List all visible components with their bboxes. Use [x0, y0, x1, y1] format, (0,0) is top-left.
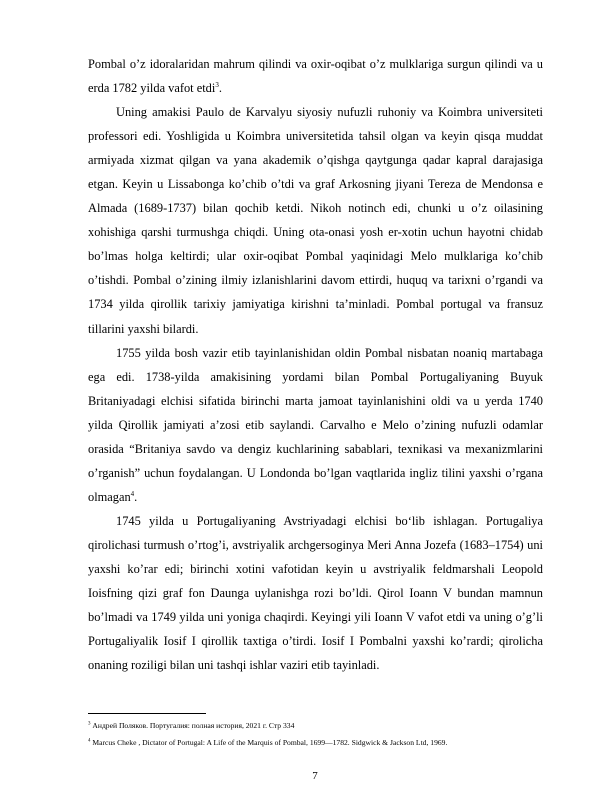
- footnote-ref-4[interactable]: 4: [130, 489, 135, 498]
- footnote-ref-3[interactable]: 3: [215, 80, 219, 89]
- footnote-4: $^4$ Marcus Cheke , Dictator of Portugal: A Life of the Marquis of Pombal, 1699—1782. Sidgwick & Jackson Ltd, 1969.: [88, 738, 448, 747]
- body-text: [88, 52, 543, 677]
- footnote-separator: [88, 713, 206, 714]
- paragraph-1: Pombal o’z idoralaridan mahrum qilindi va oxir-oqibat o’z mulklariga surgun qilindi va u erda 1782 yilda vafot etdi$^3$.: [88, 57, 543, 96]
- paragraph-4: 1745 yilda u Portugaliyaning Avstriyadagi elchisi bo‘lib ishlagan. Portugaliya qirolichasi turmush o’rtog’i, avstriyalik archgersoginya Meri Anna Jozefa (1683–1754) uni yaxshi ko’rar edi; birinchi xotini vafotidan keyin u avstriyalik feldmarshali Leopold Ioisfning qizi graf fon Daunga uylanishga rozi bo’ldi. Qirol Ioann V bundan mamnun bo’lmadi va 1749 yilda uni yoniga chaqirdi. Keyingi yili Ioann V vafot etdi va uning o’g’li Portugaliyalik Iosif I qirollik taxtiga o’tirdi. Iosif I Pombalni yaxshi ko’rardi; qirolicha onaning roziligi bilan uni tashqi ishlar vaziri etib tayinladi.: [88, 513, 543, 673]
- footnotes: [88, 717, 558, 751]
- paragraph-2: Uning amakisi Paulo de Karvalyu siyosiy nufuzli ruhoniy va Koimbra universiteti professori edi. Yoshligida u Koimbra universitetida tahsil olgan va keyin qisqa muddat armiyada xizmat qilgan va yana akademik o’qishga qaytgunga qadar kapral darajasiga etgan. Keyin u Lissabonga ko’chib o’tdi va graf Arkosning jiyani Tereza de Mendonsa e Almada (1689-1737) bilan qochib ketdi. Nikoh notinch edi, chunki u o’z oilasining xohishiga qarshi turmushga chiqdi. Uning ota-onasi yosh er-xotin uchun hayotni chidab bo’lmas holga keltirdi; ular oxir-oqibat Pombal yaqinidagi Melo mulklariga ko’chib o’tishdi. Pombal o’zining ilmiy izlanishlarini davom ettirdi, huquq va tarixni o’rgandi va 1734 yilda qirollik tarixiy jamiyatiga kirishni ta’minladi. Pombal portugal va fransuz tillarini yaxshi bilardi.: [88, 105, 543, 336]
- page-number: 7: [312, 770, 318, 782]
- footnote-3: $^3$ Андрей Поляков. Португалия: полная история, 2021 г. Стр 334: [88, 721, 295, 730]
- paragraph-3: 1755 yilda bosh vazir etib tayinlanishidan oldin Pombal nisbatan noaniq martabaga ega edi. 1738-yilda amakisining yordami bilan Pombal Portugaliyaning Buyuk Britaniyadagi elchisi sifatida birinchi marta jamoat tayinlanishini oldi va u yerda 1740 yilda Qirollik jamiyati a’zosi etib saylandi. Carvalho e Melo o’zining nufuzli odamlar orasida “Britaniya savdo va dengiz kuchlarining sabablari, texnikasi va mexanizmlarini o’rganish” uchun foydalangan. U Londonda bo’lgan vaqtlarida ingliz tilini yaxshi o’rgana olmagan$^4$.: [88, 345, 543, 504]
